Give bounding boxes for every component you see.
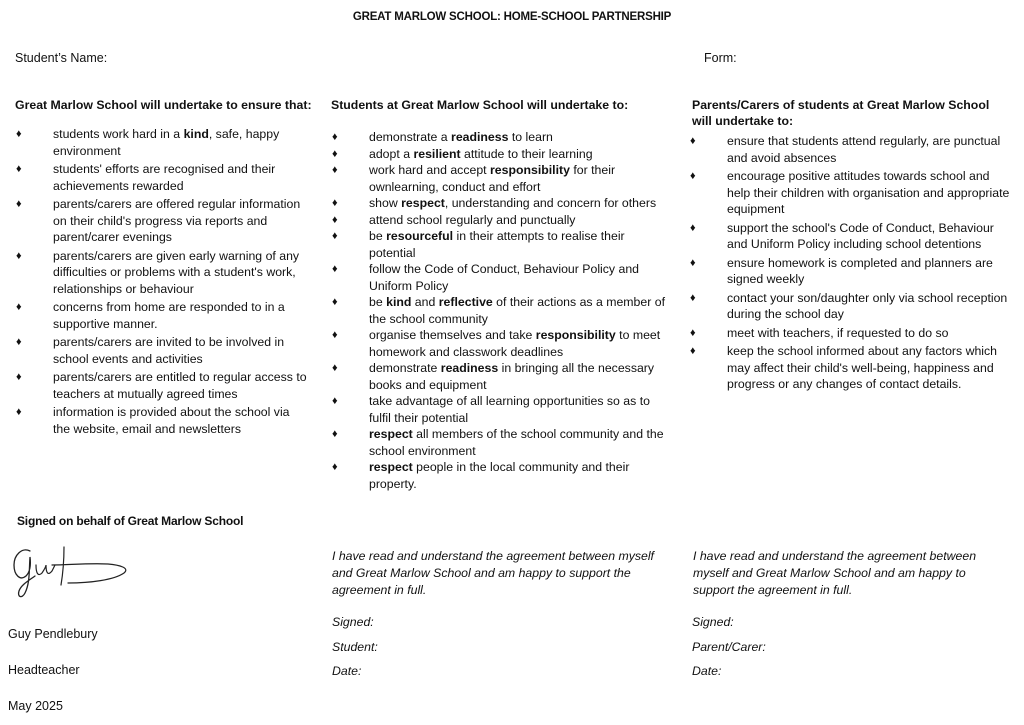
- list-item: [331, 294, 671, 327]
- item-text: concerns from home are responded to in a supportive manner.: [53, 300, 285, 331]
- list-item: [15, 369, 310, 402]
- emphasis-text: resilient: [413, 146, 461, 161]
- item-text: keep the school informed about any factors which may affect their child's well-being, happiness and progress or any changes of contact details.: [727, 344, 998, 391]
- item-text: parents/carers are given early warning of any difficulties or problems with a student's work, relationships or behaviour: [53, 248, 300, 296]
- emphasis-text: respect: [401, 196, 445, 210]
- list-item: [689, 168, 1014, 218]
- item-text: organise themselves and take: [369, 328, 536, 342]
- page-title: GREAT MARLOW SCHOOL: HOME-SCHOOL PARTNERSHIP: [352, 11, 672, 23]
- list-item: [331, 228, 671, 261]
- emphasis-text: respect: [369, 460, 413, 474]
- list-item: [331, 426, 671, 459]
- student-commitments-list: [331, 129, 671, 492]
- list-item: [331, 459, 671, 492]
- signatory-role: Headteacher: [8, 663, 80, 677]
- item-text: follow the Code of Conduct, Behaviour Policy and Uniform Policy: [369, 262, 640, 293]
- emphasis-text: kind: [183, 127, 209, 141]
- item-text: attend school regularly and punctually: [369, 212, 576, 227]
- student-signed-field[interactable]: Signed:: [332, 615, 374, 629]
- item-text: to learn: [508, 130, 553, 144]
- parent-commitments-list: [689, 133, 1014, 395]
- item-text: and: [411, 295, 439, 309]
- item-text: be: [369, 229, 387, 243]
- list-item: [689, 255, 1014, 288]
- item-text: to meet homework and classwork deadlines: [369, 328, 661, 359]
- list-item: [689, 343, 1014, 393]
- emphasis-text: responsibility: [490, 163, 570, 177]
- item-text: ensure that students attend regularly, are punctual and avoid absences: [727, 134, 1001, 165]
- item-text: in their attempts to realise their potential: [369, 229, 625, 260]
- list-item: [689, 133, 1014, 166]
- item-text: demonstrate a: [369, 130, 452, 144]
- item-text: attitude to their learning: [460, 146, 593, 161]
- parent-agreement-text: I have read and understand the agreement between myself and Great Marlow School and am happy to support the agreement in full.: [693, 549, 977, 597]
- item-text: , safe, happy environment: [53, 127, 280, 158]
- emphasis-text: reflective: [438, 295, 493, 309]
- student-date-field[interactable]: Date:: [332, 664, 362, 678]
- list-item: [331, 393, 671, 426]
- item-text: all members of the school community and the school environment: [369, 427, 664, 458]
- list-item: [15, 161, 310, 194]
- signed-date: May 2025: [8, 699, 63, 713]
- student-column-heading: Students at Great Marlow School will undertake to:: [331, 98, 629, 112]
- emphasis-text: kind: [386, 295, 412, 309]
- item-text: ensure homework is completed and planners are signed weekly: [727, 255, 993, 286]
- parent-signed-field[interactable]: Signed:: [692, 615, 734, 629]
- list-item: [15, 248, 310, 298]
- item-text: information is provided about the school via the website, email and newsletters: [53, 405, 290, 436]
- emphasis-text: respect: [369, 427, 413, 441]
- list-item: [331, 162, 671, 195]
- parent-date-field[interactable]: Date:: [692, 664, 722, 678]
- list-item: [331, 261, 671, 294]
- list-item: [689, 325, 1014, 342]
- item-text: students' efforts are recognised and their achievements rewarded: [53, 162, 276, 193]
- student-name-field[interactable]: Student’s Name:: [15, 51, 108, 65]
- item-text: encourage positive attitudes towards school and help their children with organisation and appropriate equipment: [727, 169, 1010, 216]
- list-item: [15, 299, 310, 332]
- list-item: [331, 327, 671, 360]
- item-text: for their ownlearning, conduct and effort: [369, 163, 616, 194]
- item-text: show: [369, 196, 402, 210]
- item-text: support the school's Code of Conduct, Behaviour and Uniform Policy including school detentions: [727, 220, 994, 251]
- parent-carer-field[interactable]: Parent/Carer:: [692, 640, 766, 654]
- signatory-name: Guy Pendlebury: [8, 627, 98, 641]
- list-item: [15, 404, 310, 437]
- school-commitments-list: [15, 126, 310, 439]
- list-item: [331, 195, 671, 212]
- item-text: parents/carers are entitled to regular access to teachers at mutually agreed times: [53, 370, 307, 401]
- item-text: students work hard in a: [53, 127, 184, 141]
- list-item: [689, 290, 1014, 323]
- emphasis-text: resourceful: [386, 229, 454, 243]
- emphasis-text: readiness: [440, 361, 499, 375]
- item-text: of their actions as a member of the school community: [369, 295, 666, 326]
- item-text: take advantage of all learning opportunities so as to fulfil their potential: [369, 394, 650, 425]
- item-text: work hard and accept: [369, 163, 490, 177]
- item-text: in bringing all the necessary books and equipment: [369, 361, 655, 392]
- item-text: adopt a: [369, 146, 414, 161]
- school-column-heading: Great Marlow School will undertake to ensure that:: [15, 98, 312, 112]
- emphasis-text: readiness: [451, 130, 509, 144]
- list-item: [331, 360, 671, 393]
- list-item: [15, 196, 310, 246]
- item-text: demonstrate: [369, 361, 441, 375]
- headteacher-signature: [8, 543, 133, 609]
- form-field[interactable]: Form:: [704, 51, 737, 65]
- school-signed-label: Signed on behalf of Great Marlow School: [17, 514, 244, 528]
- emphasis-text: responsibility: [535, 328, 616, 342]
- list-item: [689, 220, 1014, 253]
- list-item: [331, 212, 671, 229]
- student-agreement-text: I have read and understand the agreement between myself and Great Marlow School and am happy to support the agreement in full.: [332, 549, 654, 597]
- item-text: meet with teachers, if requested to do so: [727, 325, 949, 340]
- list-item: [15, 334, 310, 367]
- list-item: [15, 126, 310, 159]
- list-item: [331, 129, 671, 146]
- item-text: , understanding and concern for others: [444, 196, 657, 210]
- item-text: parents/carers are invited to be involved in school events and activities: [53, 335, 285, 366]
- item-text: people in the local community and their property.: [369, 460, 630, 491]
- student-name-signoff-field[interactable]: Student:: [332, 640, 378, 654]
- item-text: contact your son/daughter only via school reception during the school day: [727, 290, 1008, 321]
- item-text: parents/carers are offered regular information on their child's progress via reports and parent/carer evenings: [53, 197, 301, 244]
- item-text: be: [369, 295, 387, 309]
- parent-column-heading: Parents/Carers of students at Great Marlow School will undertake to:: [692, 98, 990, 128]
- list-item: [331, 146, 671, 163]
